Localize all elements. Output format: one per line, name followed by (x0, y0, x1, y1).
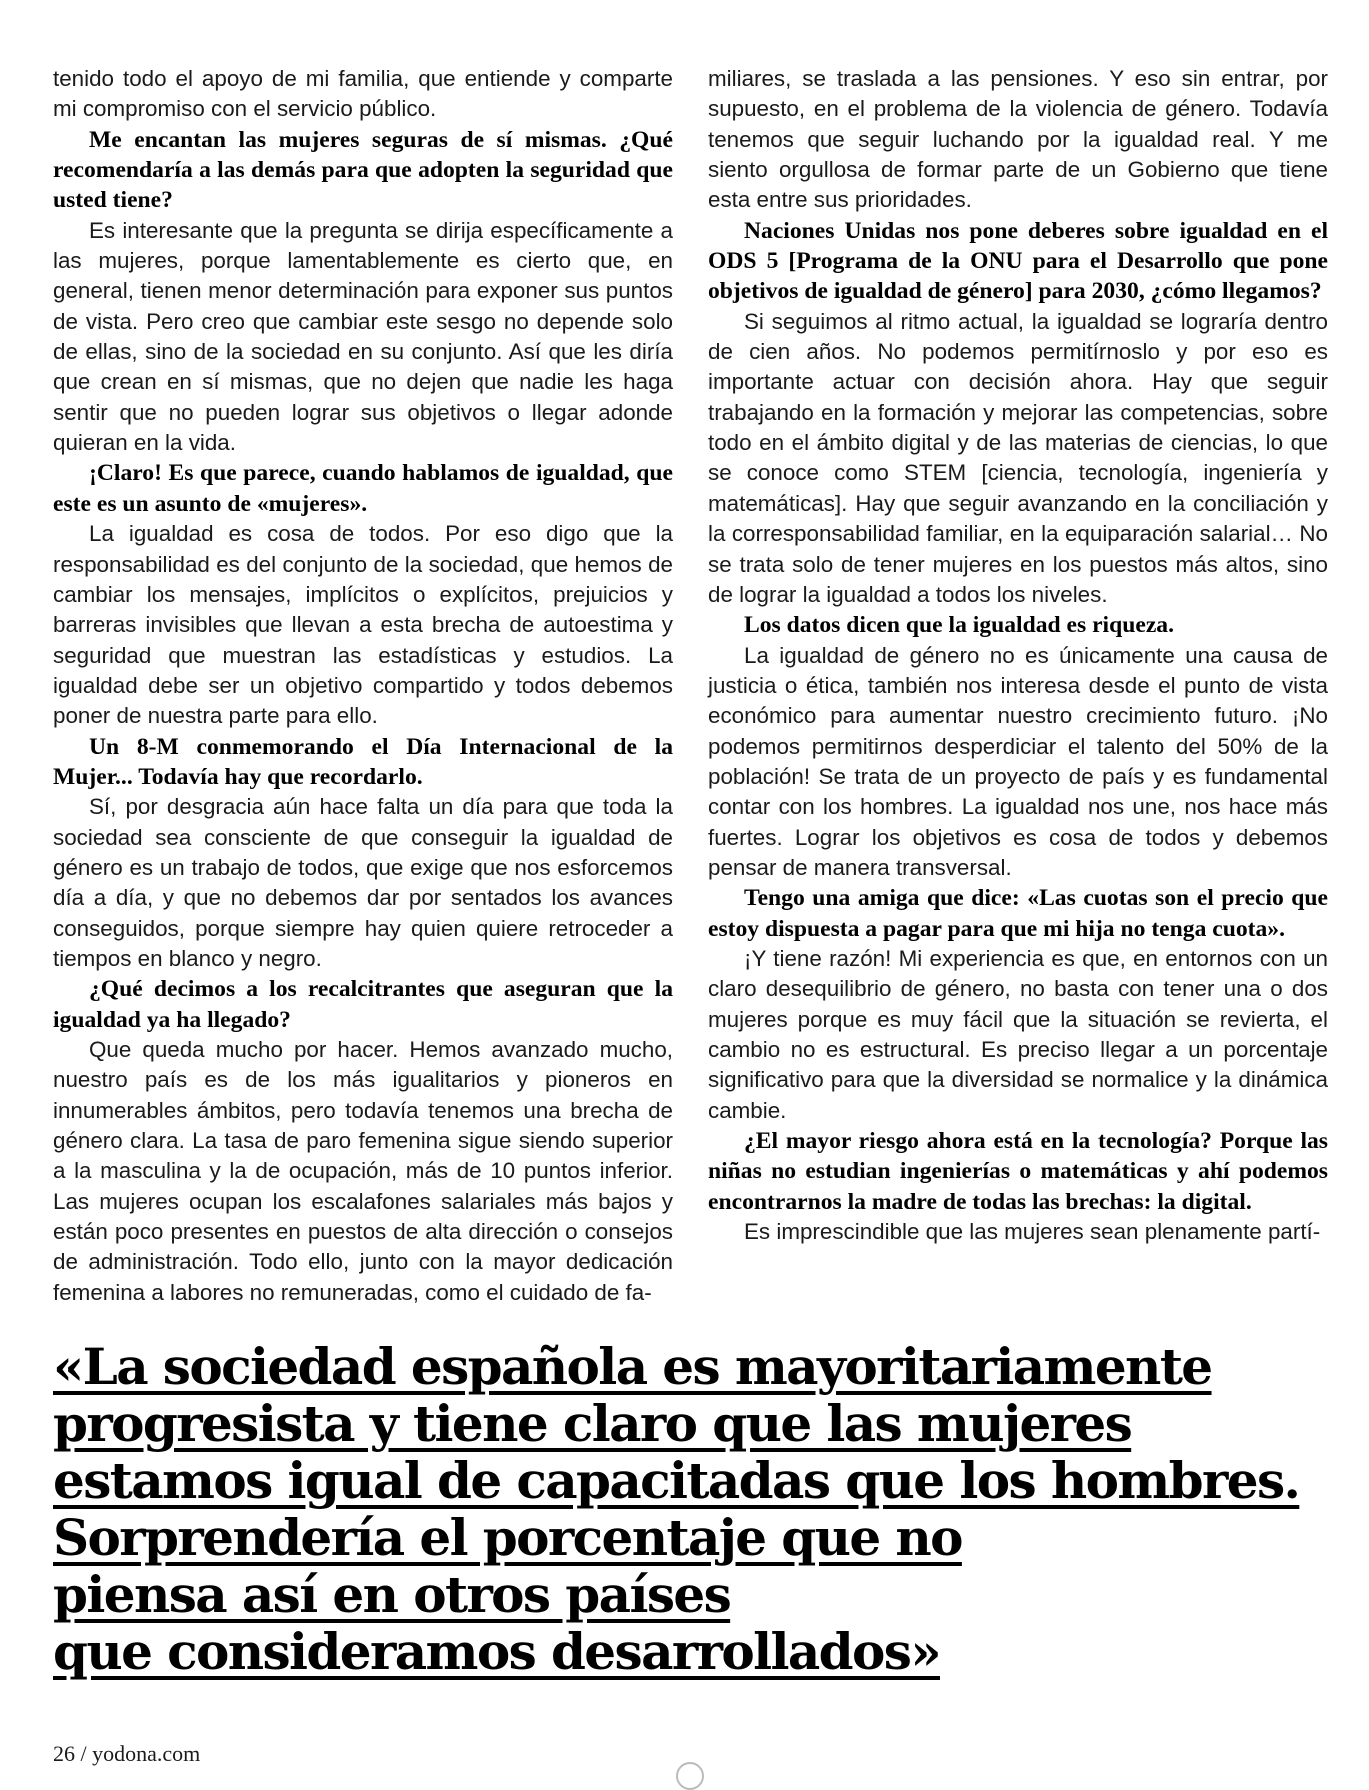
answer-paragraph: Es imprescindible que las mujeres sean plenamente partí- (744, 1219, 1321, 1245)
page-number: 26 (53, 1741, 75, 1766)
left-column (53, 64, 673, 1308)
question-paragraph: Los datos dicen que la igualdad es riqueza. (744, 612, 1174, 639)
question-paragraph: ¡Claro! Es que parece, cuando hablamos de igualdad, que este es un asunto de «mujeres». (53, 460, 673, 517)
question-paragraph: Naciones Unidas nos pone deberes sobre igualdad en el ODS 5 [Programa de la ONU para el Desarrollo que pone objetivos de igualdad de género] para 2030, ¿cómo llegamos? (708, 217, 1328, 305)
question-paragraph: ¿El mayor riesgo ahora está en la tecnología? Porque las niñas no estudian ingenierías o matemáticas y ahí podemos encontrarnos la madre de todas las brechas: la digital. (708, 1128, 1328, 1215)
pull-quote-line: «La sociedad española es mayoritariamente (53, 1337, 1212, 1396)
pull-quote-line: que consideramos desarrollados» (53, 1622, 940, 1681)
answer-paragraph: La igualdad de género no es únicamente una causa de justicia o ética, también nos interesa desde el punto de vista económico para aumentar nuestro crecimiento futuro. ¡No podemos permitirnos desperdiciar el talento del 50% de la población! Se trata de un proyecto de país y es fundamental contar con los hombres. La igualdad nos une, nos hace más fuertes. Lograr los objetivos es cosa de todos y debemos pensar de manera transversal. (708, 642, 1328, 880)
answer-paragraph: La igualdad es cosa de todos. Por eso digo que la responsabilidad es del conjunto de la sociedad, que hemos de cambiar los mensajes, implícitos o explícitos, prejuicios y barreras invisibles que llevan a esta brecha de autoestima y seguridad que muestran las estadísticas y estudios. La igualdad debe ser un objetivo compartido y todos debemos poner de nuestra parte para ello. (53, 521, 673, 729)
pull-quote-line: Sorprendería el porcentaje que no (53, 1508, 962, 1567)
answer-paragraph: tenido todo el apoyo de mi familia, que entiende y comparte mi compromiso con el servicio público. (53, 66, 673, 122)
answer-paragraph: miliares, se traslada a las pensiones. Y eso sin entrar, por supuesto, en el problema de la violencia de género. Todavía tenemos que seguir luchando por la igualdad real. Y me siento orgullosa de formar parte de un Gobierno que tiene esta entre sus prioridades. (708, 66, 1328, 213)
question-paragraph: ¿Qué decimos a los recalcitrantes que aseguran que la igualdad ya ha llegado? (53, 976, 673, 1033)
pull-quote-line: progresista y tiene claro que las mujeres (53, 1394, 1132, 1453)
pull-quote-line: piensa así en otros países (53, 1565, 731, 1624)
answer-paragraph: Es interesante que la pregunta se dirija específicamente a las mujeres, porque lamentablemente es cierto que, en general, tienen menor determinación para exponer sus puntos de vista. Pero creo que cambiar este sesgo no depende solo de ellas, sino de la sociedad en su conjunto. Así que les diría que crean en sí mismas, que no dejen que nadie les haga sentir que no pueden lograr sus objetivos o llegar adonde quieran en la vida. (53, 217, 673, 456)
answer-paragraph: Si seguimos al ritmo actual, la igualdad se lograría dentro de cien años. No podemos permitírnoslo y por eso es importante actuar con decisión ahora. Hay que seguir trabajando en la formación y mejorar las competencias, sobre todo en el ámbito digital y de las materias de ciencias, lo que se conoce como STEM [ciencia, tecnología, ingeniería y matemáticas]. Hay que seguir avanzando en la conciliación y la corresponsabilidad familiar, en la equiparación salarial… No se trata solo de tener mujeres en los puestos más altos, sino de lograr la igualdad a todos los niveles. (708, 308, 1328, 607)
pull-quote (53, 1338, 1353, 1680)
footer-separator: / (80, 1741, 87, 1766)
question-paragraph: Un 8-M conmemorando el Día Internacional de la Mujer... Todavía hay que recordarlo. (53, 733, 673, 790)
question-paragraph: Me encantan las mujeres seguras de sí mismas. ¿Qué recomendaría a las demás para que adopten la seguridad que usted tiene? (53, 126, 673, 214)
right-column (708, 64, 1328, 1247)
registration-mark-icon (676, 1762, 704, 1790)
site-link[interactable]: yodona.com (92, 1741, 201, 1766)
answer-paragraph: Que queda mucho por hacer. Hemos avanzado mucho, nuestro país es de los más igualitarios y pioneros en innumerables ámbitos, pero todavía tenemos una brecha de género clara. La tasa de paro femenina sigue siendo superior a la masculina y la de ocupación, más de 10 puntos inferior. Las mujeres ocupan los escalafones salariales más bajos y están poco presentes en puestos de alta dirección o consejos de administración. Todo ello, junto con la mayor dedicación femenina a labores no remuneradas, como el cuidado de fa- (53, 1037, 673, 1305)
answer-paragraph: Sí, por desgracia aún hace falta un día para que toda la sociedad sea consciente de que conseguir la igualdad de género es un trabajo de todos, que exige que nos esforcemos día a día, y que no debemos dar por sentados los avances conseguidos, porque siempre hay quien quiere retroceder a tiempos en blanco y negro. (53, 794, 673, 971)
question-paragraph: Tengo una amiga que dice: «Las cuotas son el precio que estoy dispuesta a pagar para que mi hija no tenga cuota». (708, 885, 1328, 942)
answer-paragraph: ¡Y tiene razón! Mi experiencia es que, en entornos con un claro desequilibrio de género, no basta con tener una o dos mujeres porque es muy fácil que la situación se revierta, el cambio no es estructural. Es preciso llegar a un porcentaje significativo para que la diversidad se normalice y la dinámica cambie. (708, 945, 1328, 1123)
page-footer (53, 1741, 200, 1767)
pull-quote-line: estamos igual de capacitadas que los hombres. (53, 1451, 1300, 1510)
